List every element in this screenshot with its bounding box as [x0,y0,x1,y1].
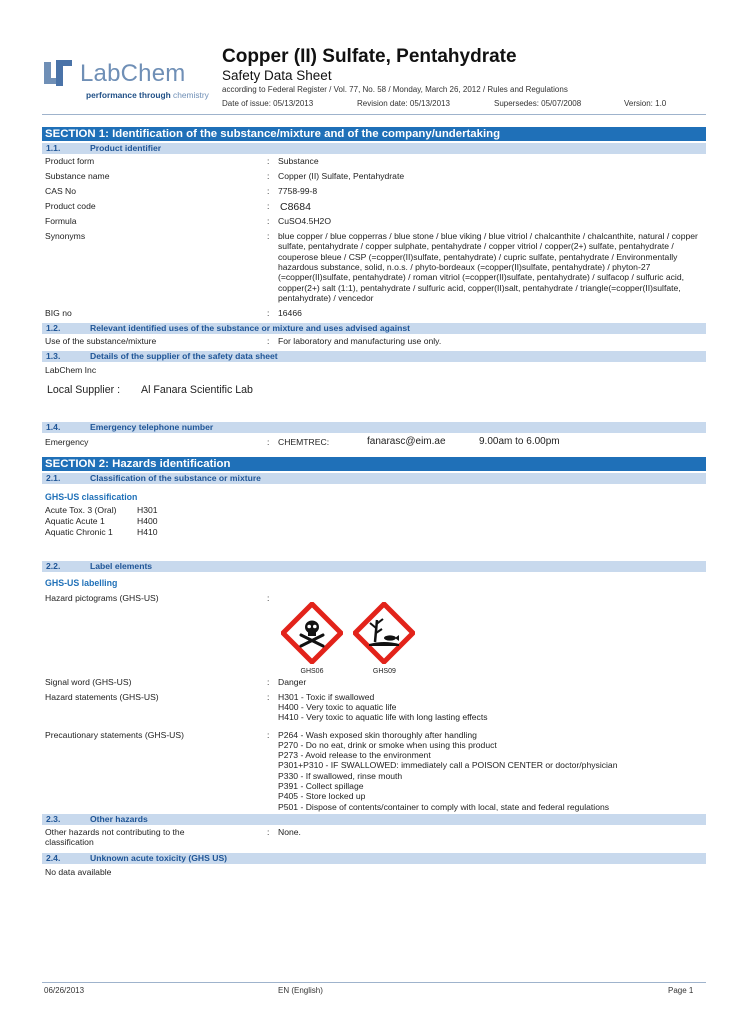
substance-name-row: Substance name : Copper (II) Sulfate, Pentahydrate [45,171,405,181]
pictograms-row: Hazard pictograms (GHS-US) : GHS06 GHS09 [42,591,706,675]
document-title: Copper (II) Sulfate, Pentahydrate [222,46,517,67]
sds-content [42,127,706,877]
classification-table [42,505,706,538]
supplier-hours: 9.00am to 6.00pm [479,435,560,447]
document-header [0,0,748,118]
subsection-2-3: 2.3. Other hazards [42,814,706,825]
header-rule [42,114,706,115]
no-data-text: No data available [45,867,112,878]
hazard-statements-row: Hazard statements (GHS-US) : H301 - Toxic if swallowed H400 - Very toxic to aquatic life H410 - Very toxic to aquatic life with long lasting effects [42,690,706,723]
footer-page: Page 1 [668,986,694,995]
product-code-row: Product code : C8684 [45,201,311,213]
logo-wordmark: LabChem [80,60,186,87]
precaution-statement: P330 - If swallowed, rinse mouth [278,770,403,781]
footer-rule [42,982,706,983]
classification-row: Aquatic Acute 1 H400 [45,516,158,527]
formula-row: Formula : CuSO4.5H2O [45,216,332,226]
subsection-1-2: 1.2. Relevant identified uses of the substance or mixture and uses advised against [42,323,706,334]
other-hazards-row: Other hazards not contributing to the classification : None. [45,827,301,848]
subsection-2-1: 2.1. Classification of the substance or mixture [42,473,706,484]
subsection-1-3: 1.3. Details of the supplier of the safety data sheet [42,351,706,362]
skull-crossbones-icon [281,602,343,664]
precaution-statement: P391 - Collect spillage [278,781,364,792]
date-of-issue: Date of issue: 05/13/2013 [222,99,314,108]
regulation-line: according to Federal Register / Vol. 77, No. 58 / Monday, March 26, 2012 / Rules and Regulations [222,85,568,94]
precaution-statement: P264 - Wash exposed skin thoroughly after handling [278,729,477,740]
supersedes: Supersedes: 05/07/2008 [494,99,582,108]
supplier-email[interactable]: fanarasc@eim.ae [367,435,446,447]
environment-hazard-icon [353,602,415,664]
document-subtitle: Safety Data Sheet [222,68,332,83]
precautionary-statements-row: Precautionary statements (GHS-US) : P264 - Wash exposed skin thoroughly after handling P270 - Do no eat, drink or smoke when using this product P273 - Avoid release to the environment P301+P310 - IF SWALLOWED: immediately call a POISON CENTER or doctor/physician P330 - If swallowed, rinse mouth P391 - Collect spillage P405 - Store locked up P501 - Dispose of contents/container to comply with local, state and federal regulations [42,728,706,813]
precaution-statement: P273 - Avoid release to the environment [278,750,431,761]
product-form-row: Product form : Substance [45,156,319,166]
revision-date: Revision date: 05/13/2013 [357,99,450,108]
logo-tagline: performance through chemistry [86,90,209,100]
local-supplier-value: Al Fanara Scientific Lab [141,383,253,396]
hazard-statement: H400 - Very toxic to aquatic life [278,701,397,712]
ghs-labelling-heading: GHS-US labelling [45,578,118,589]
footer-date: 06/26/2013 [44,986,85,995]
ghs-classification-heading: GHS-US classification [45,491,138,502]
pictogram-ghs06: GHS06 [279,602,345,676]
classification-row: Acute Tox. 3 (Oral) H301 [45,505,158,516]
subsection-1-4: 1.4. Emergency telephone number [42,422,706,433]
hazard-statement: H410 - Very toxic to aquatic life with long lasting effects [278,712,488,723]
precaution-statement: P270 - Do no eat, drink or smoke when using this product [278,739,497,750]
local-supplier-label: Local Supplier : [47,383,121,396]
cas-row: CAS No : 7758-99-8 [45,186,318,196]
labchem-logo-icon [44,60,74,86]
pictogram-group [279,602,421,676]
subsection-1-1: 1.1. Product identifier [42,143,706,154]
footer-language: EN (English) [278,986,323,995]
section-2-heading: SECTION 2: Hazards identification [42,457,706,471]
pictogram-ghs09: GHS09 [351,602,417,676]
precaution-statement: P405 - Store locked up [278,791,366,802]
subsection-2-4: 2.4. Unknown acute toxicity (GHS US) [42,853,706,864]
use-row: Use of the substance/mixture : For laboratory and manufacturing use only. [45,336,442,347]
hazard-statement: H301 - Toxic if swallowed [278,691,375,702]
classification-row: Aquatic Chronic 1 H410 [45,527,158,538]
emergency-row: Emergency : CHEMTREC: fanarasc@eim.ae 9.00am to 6.00pm [45,435,560,447]
precaution-statement: P301+P310 - IF SWALLOWED: immediately call a POISON CENTER or doctor/physician [278,760,618,771]
big-no-row: BIG no : 16466 [45,308,302,319]
labchem-logo [44,60,224,102]
version: Version: 1.0 [624,99,667,108]
signal-word-row: Signal word (GHS-US) : Danger [45,676,307,687]
precaution-statement: P501 - Dispose of contents/container to comply with local, state and federal regulations [278,801,610,812]
supplier-name: LabChem Inc [45,365,97,376]
section-1-heading: SECTION 1: Identification of the substance/mixture and of the company/undertaking [42,127,706,141]
local-supplier [42,376,706,420]
synonyms-row: Synonyms : blue copper / blue copperras / blue stone / blue viking / blue vitriol / chalcanthite / chalcanthite, natural / copper sulfate, pentahydrate / copper sulphate, pentahydrate / copper vitriol / copper(2+) sulfate, pentahydrate / couperose bleue / CSP (=copper(II)sulfate, pentahydrate) / cupric sulfate, pentahydrate / Environmentally hazardous substance, solid, n.o.s. / phyto-bordeaux (=copper(II)sulfate, pentahydrate) / phyton-27 (=copper(II)sulfate, pentahydrate) / roman vitriol (=copper(II)sulfate, pentahydrate) / sulfacop / sulfuric acid, copper(2+) salt (1:1), pentahydrate / sulfuric acid, copper(II)salt, pentahydrate / triangle(=copper(II)sulfate, pentahydrate) / vencedor [45,231,698,303]
subsection-2-2: 2.2. Label elements [42,561,706,572]
